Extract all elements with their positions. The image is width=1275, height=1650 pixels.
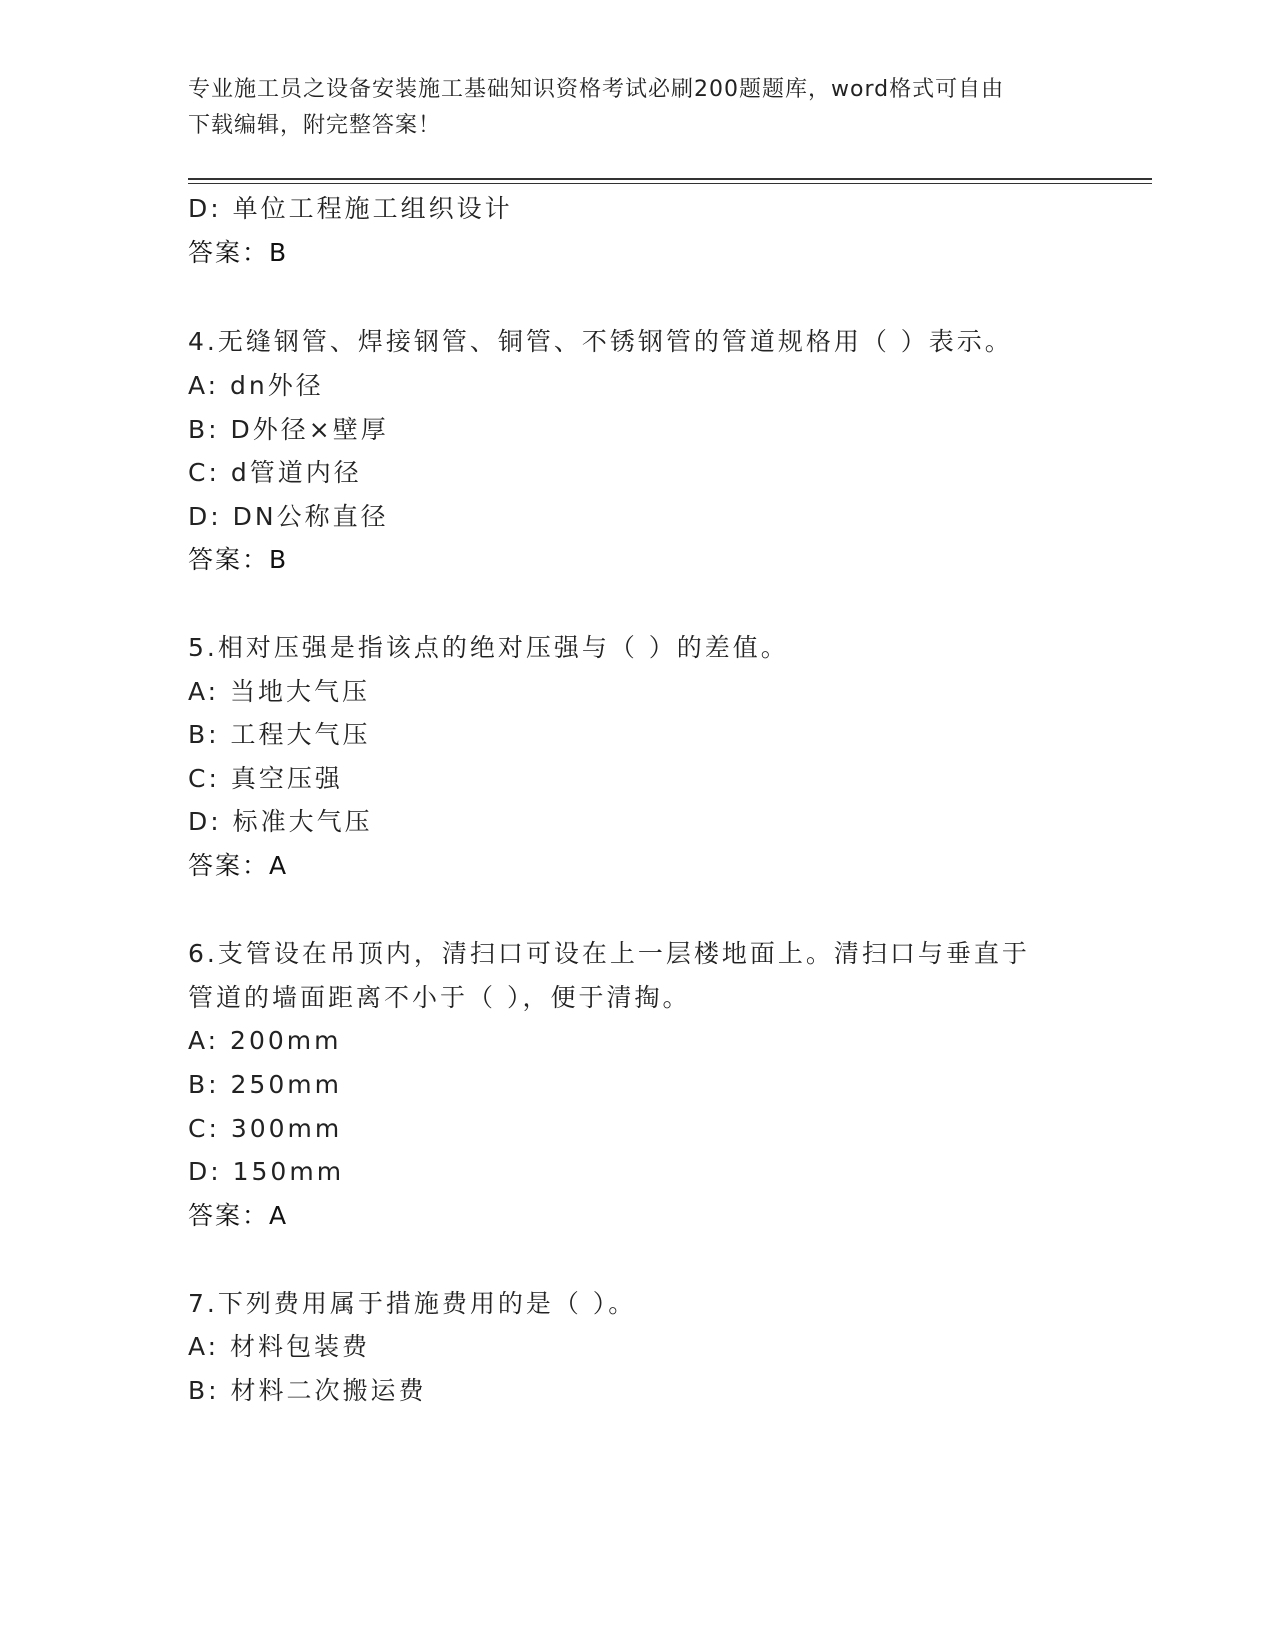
header-line-1: 专业施工员之设备安装施工基础知识资格考试必刷200题题库，word格式可自由	[188, 77, 1005, 102]
q6-option-c: C: 300mm	[188, 1114, 343, 1143]
q5-option-a: A: 当地大气压	[188, 677, 371, 706]
q6-stem-line-1: 6.支管设在吊顶内，清扫口可设在上一层楼地面上。清扫口与垂直于	[188, 939, 1030, 968]
q4-option-c: C: d管道内径	[188, 458, 362, 487]
q4-option-d: D: DN公称直径	[188, 502, 389, 531]
q5-option-b: B: 工程大气压	[188, 720, 371, 749]
header-divider-thick	[188, 178, 1152, 180]
q7-option-b: B: 材料二次搬运费	[188, 1376, 427, 1405]
q7-stem: 7.下列费用属于措施费用的是（ ）。	[188, 1289, 637, 1318]
q4-option-a: A: dn外径	[188, 371, 324, 400]
q6-stem-line-2: 管道的墙面距离不小于（ ），便于清掏。	[188, 983, 691, 1012]
q3-answer: 答案：B	[188, 238, 289, 267]
q5-option-c: C: 真空压强	[188, 764, 343, 793]
q6-option-b: B: 250mm	[188, 1070, 342, 1099]
q4-option-b: B: D外径×壁厚	[188, 415, 389, 444]
q5-stem: 5.相对压强是指该点的绝对压强与（ ）的差值。	[188, 633, 789, 662]
q6-answer: 答案：A	[188, 1201, 289, 1230]
q6-option-a: A: 200mm	[188, 1026, 342, 1055]
q5-answer: 答案：A	[188, 851, 289, 880]
q4-stem: 4.无缝钢管、焊接钢管、铜管、不锈钢管的管道规格用（ ）表示。	[188, 327, 1013, 356]
header-line-2: 下载编辑，附完整答案！	[188, 113, 442, 138]
q4-answer: 答案：B	[188, 545, 289, 574]
q6-option-d: D: 150mm	[188, 1157, 345, 1186]
document-header	[188, 72, 1088, 144]
q3-option-d: D: 单位工程施工组织设计	[188, 194, 513, 223]
q5-option-d: D: 标准大气压	[188, 807, 373, 836]
q7-option-a: A: 材料包装费	[188, 1332, 371, 1361]
header-divider-thin	[188, 183, 1152, 184]
